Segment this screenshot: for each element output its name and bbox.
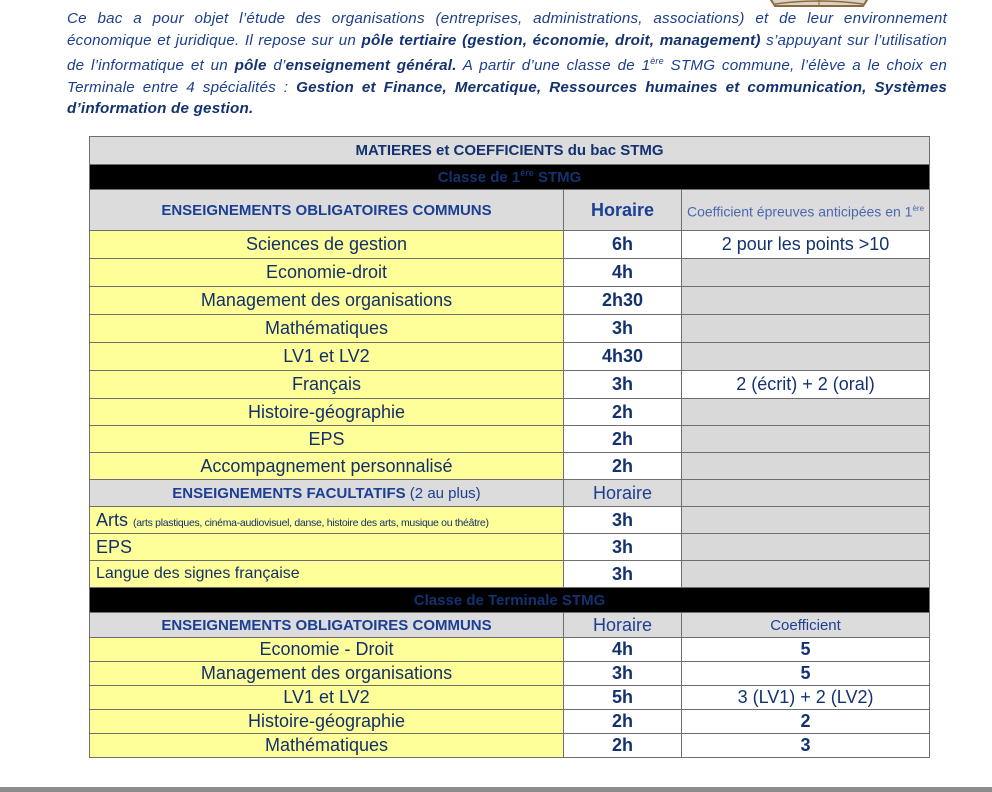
open-book-icon [765,0,873,8]
table-row [90,662,930,686]
hours-cell: 3h [564,315,682,343]
table-title: MATIERES et COEFFICIENTS du bac STMG [90,137,930,165]
intro-text: STMG commune, l’élève a le choix en Terminale entre 4 spécialités : [67,57,947,96]
table-row [90,710,930,734]
subject-cell: LV1 et LV2 [90,686,564,710]
subject-cell: Histoire-géographie [90,710,564,734]
subject-cell: Histoire-géographie [90,399,564,426]
table-row [90,315,930,343]
subject-cell: Sciences de gestion [90,231,564,259]
intro-bold: pôle [234,57,267,75]
hours-cell: 3h [564,534,682,561]
subject-cell: Economie - Droit [90,638,564,662]
coef-cell: 2 pour les points >10 [682,231,930,259]
subject-name: Langue des signes française [96,565,300,582]
section-text: STMG [533,169,582,186]
subject-cell: Management des organisations [90,662,564,686]
hours-cell: 2h [564,453,682,480]
hours-cell: 3h [564,507,682,534]
table-row [90,453,930,480]
page-bottom-edge [0,787,992,792]
subject-cell: Mathématiques [90,734,564,758]
subject-cell: EPS [90,426,564,453]
hours-cell: 6h [564,231,682,259]
section-sup: ère [520,168,534,178]
subject-cell: LV1 et LV2 [90,343,564,371]
intro-paragraph [67,8,947,120]
hours-cell: 4h [564,638,682,662]
intro-text: d’ [266,57,286,75]
coef-cell: 2 [682,710,930,734]
coef-cell [682,534,930,561]
col-header-hours: Horaire [564,613,682,638]
coef-cell [682,399,930,426]
section-terminale-row [90,588,930,613]
table-row [90,399,930,426]
coef-cell [682,287,930,315]
subject-name: EPS [96,536,133,557]
optional-row [90,534,930,561]
coef-cell: 3 (LV1) + 2 (LV2) [682,686,930,710]
table-title-row [90,137,930,165]
col-header-coef [682,190,930,231]
hours-cell: 3h [564,371,682,399]
coef-cell [682,561,930,588]
col-header-coef-text: Coefficient épreuves anticipées en 1 [687,203,913,220]
premiere-header-row [90,190,930,231]
coef-cell [682,343,930,371]
coef-cell [682,453,930,480]
intro-bold: Gestion et Finance, Mercatique, Ressources humaines et communication, Systèmes d’information de gestion. [67,78,947,118]
coef-cell: 5 [682,638,930,662]
coef-cell: 2 (écrit) + 2 (oral) [682,371,930,399]
section-premiere [90,165,930,190]
subject-cell [90,534,564,561]
coef-cell: 5 [682,662,930,686]
coef-cell [682,315,930,343]
hours-cell: 2h30 [564,287,682,315]
subject-cell: Français [90,371,564,399]
col-header-subject: ENSEIGNEMENTS OBLIGATOIRES COMMUNS [90,613,564,638]
hours-cell: 4h [564,259,682,287]
coef-cell [682,507,930,534]
hours-cell: 3h [564,561,682,588]
optional-header-bold: ENSEIGNEMENTS FACULTATIFS [172,484,406,502]
table-row [90,371,930,399]
section-text: Classe de 1 [437,169,521,186]
intro-text: Ce bac a pour objet l’étude des organisations (entreprises, administrations, associations) et de leur environnement économique et juridique. Il repose sur un [67,10,947,49]
hours-cell: 2h [564,710,682,734]
intro-text: s’appuyant sur l’utilisation de l’informatique et un [67,31,947,75]
subject-cell: Economie-droit [90,259,564,287]
coef-cell [682,426,930,453]
optional-header-row [90,480,930,507]
hours-cell: 4h30 [564,343,682,371]
table-row [90,231,930,259]
table-row [90,638,930,662]
subject-cell [90,507,564,534]
table-row [90,734,930,758]
table-row [90,259,930,287]
subject-cell [90,561,564,588]
optional-row [90,507,930,534]
subject-note: (arts plastiques, cinéma-audiovisuel, danse, histoire des arts, musique ou théâtre) [133,516,489,529]
subject-cell: Mathématiques [90,315,564,343]
intro-sup: ère [650,56,664,66]
table-row [90,343,930,371]
intro-text: A partir d’une classe de 1 [456,57,651,75]
intro-bold: pôle tertiaire (gestion, économie, droit, management) [361,31,761,49]
coef-cell [682,259,930,287]
hours-cell: 2h [564,399,682,426]
col-header-subject: ENSEIGNEMENTS OBLIGATOIRES COMMUNS [90,190,564,231]
table-row [90,686,930,710]
optional-header-subject [90,480,564,507]
coef-cell: 3 [682,734,930,758]
terminale-header-row [90,613,930,638]
optional-row [90,561,930,588]
optional-header-empty [682,480,930,507]
subject-cell: Accompagnement personnalisé [90,453,564,480]
col-header-hours: Horaire [564,190,682,231]
optional-header-hours: Horaire [564,480,682,507]
coefficients-table [89,136,930,758]
table-row [90,287,930,315]
col-header-coef: Coefficient [682,613,930,638]
hours-cell: 5h [564,686,682,710]
hours-cell: 2h [564,426,682,453]
section-premiere-row [90,165,930,190]
subject-name: Arts [96,509,129,530]
hours-cell: 3h [564,662,682,686]
col-header-coef-sup: ère [912,203,925,213]
hours-cell: 2h [564,734,682,758]
subject-cell: Management des organisations [90,287,564,315]
section-terminale: Classe de Terminale STMG [90,588,930,613]
intro-bold: enseignement général. [285,57,457,75]
table-row [90,426,930,453]
optional-header-note: (2 au plus) [405,484,481,502]
